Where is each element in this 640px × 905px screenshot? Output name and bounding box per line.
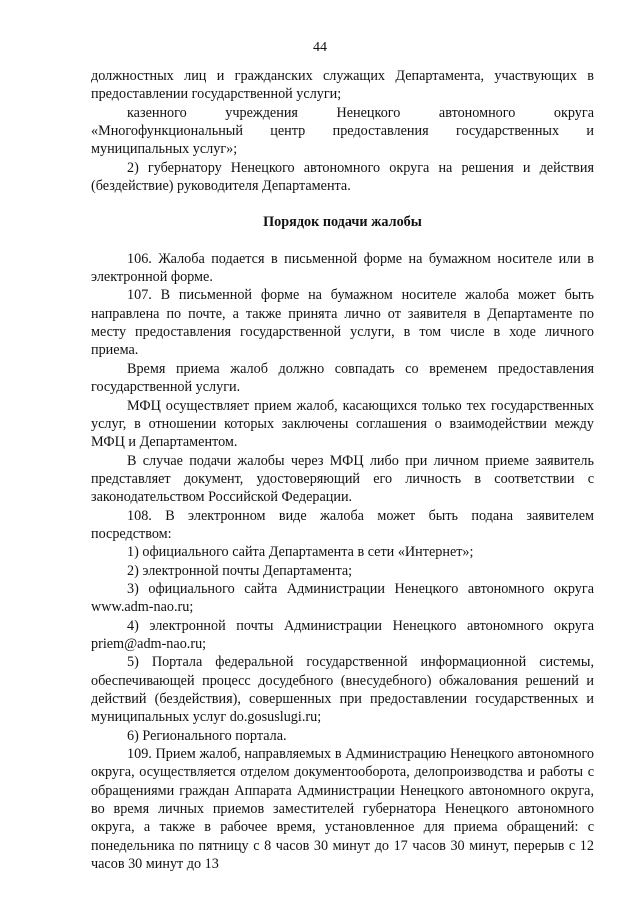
paragraph: казенного учреждения Ненецкого автономного округа «Многофункциональный центр предоставления государственных и муниципальных услуг»; (91, 104, 594, 158)
section-heading: Порядок подачи жалобы (263, 214, 422, 231)
paragraph: должностных лиц и гражданских служащих Департамента, участвующих в предоставлении государственной услуги; (91, 68, 594, 103)
paragraph: Время приема жалоб должно совпадать со временем предоставления государственной услуги. (91, 360, 594, 396)
list-item: 6) Регионального портала. (127, 727, 287, 744)
list-item: 1) официального сайта Департамента в сети «Интернет»; (127, 544, 474, 561)
paragraph: 107. В письменной форме на бумажном носителе жалоба может быть направлена по почте, а также принята лично от заявителя в Департаменте по месту предоставления государственной услуги, в том числе в ходе личного приема. (91, 287, 594, 359)
document-body (91, 67, 594, 873)
page-number: 44 (313, 40, 327, 55)
paragraph: МФЦ осуществляет прием жалоб, касающихся только тех государственных услуг, в отношении которых заключены соглашения о взаимодействии между МФЦ и Департаментом. (91, 397, 594, 451)
list-item: 2) электронной почты Департамента; (127, 562, 353, 579)
list-item: 4) электронной почты Администрации Ненецкого автономного округа priem@adm-nao.ru; (91, 617, 594, 652)
paragraph: В случае подачи жалобы через МФЦ либо при личном приеме заявитель представляет документ, удостоверяющий его личность в соответствии с законодательством Российской Федерации. (91, 452, 594, 506)
paragraph: 108. В электронном виде жалоба может быть подана заявителем посредством: (91, 507, 594, 542)
list-item: 3) официального сайта Администрации Ненецкого автономного округа www.adm-nao.ru; (91, 580, 594, 616)
paragraph: 109. Прием жалоб, направляемых в Администрацию Ненецкого автономного округа, осуществляется отделом документооборота, делопроизводства и работы с обращениями граждан Аппарата Администрации Ненецкого автономного округа, во время личных приемов заместителей губернатора Ненецкого автономного округа, а также в рабочее время, установленное для приема обращений: с понедельника по пятницу с 8 часов 30 минут до 17 часов 30 минут, перерыв с 12 часов 30 минут до 13 (91, 746, 594, 873)
list-item: 5) Портала федеральной государственной информационной системы, обеспечивающей процесс досудебного (внесудебного) обжалования решений и действий (бездействия), совершенных при предоставлении государственных и муниципальных услуг do.gosuslugi.ru; (91, 654, 594, 726)
paragraph: 2) губернатору Ненецкого автономного округа на решения и действия (бездействие) руководителя Департамента. (91, 159, 594, 195)
paragraph: 106. Жалоба подается в письменной форме на бумажном носителе или в электронной форме. (91, 250, 594, 286)
